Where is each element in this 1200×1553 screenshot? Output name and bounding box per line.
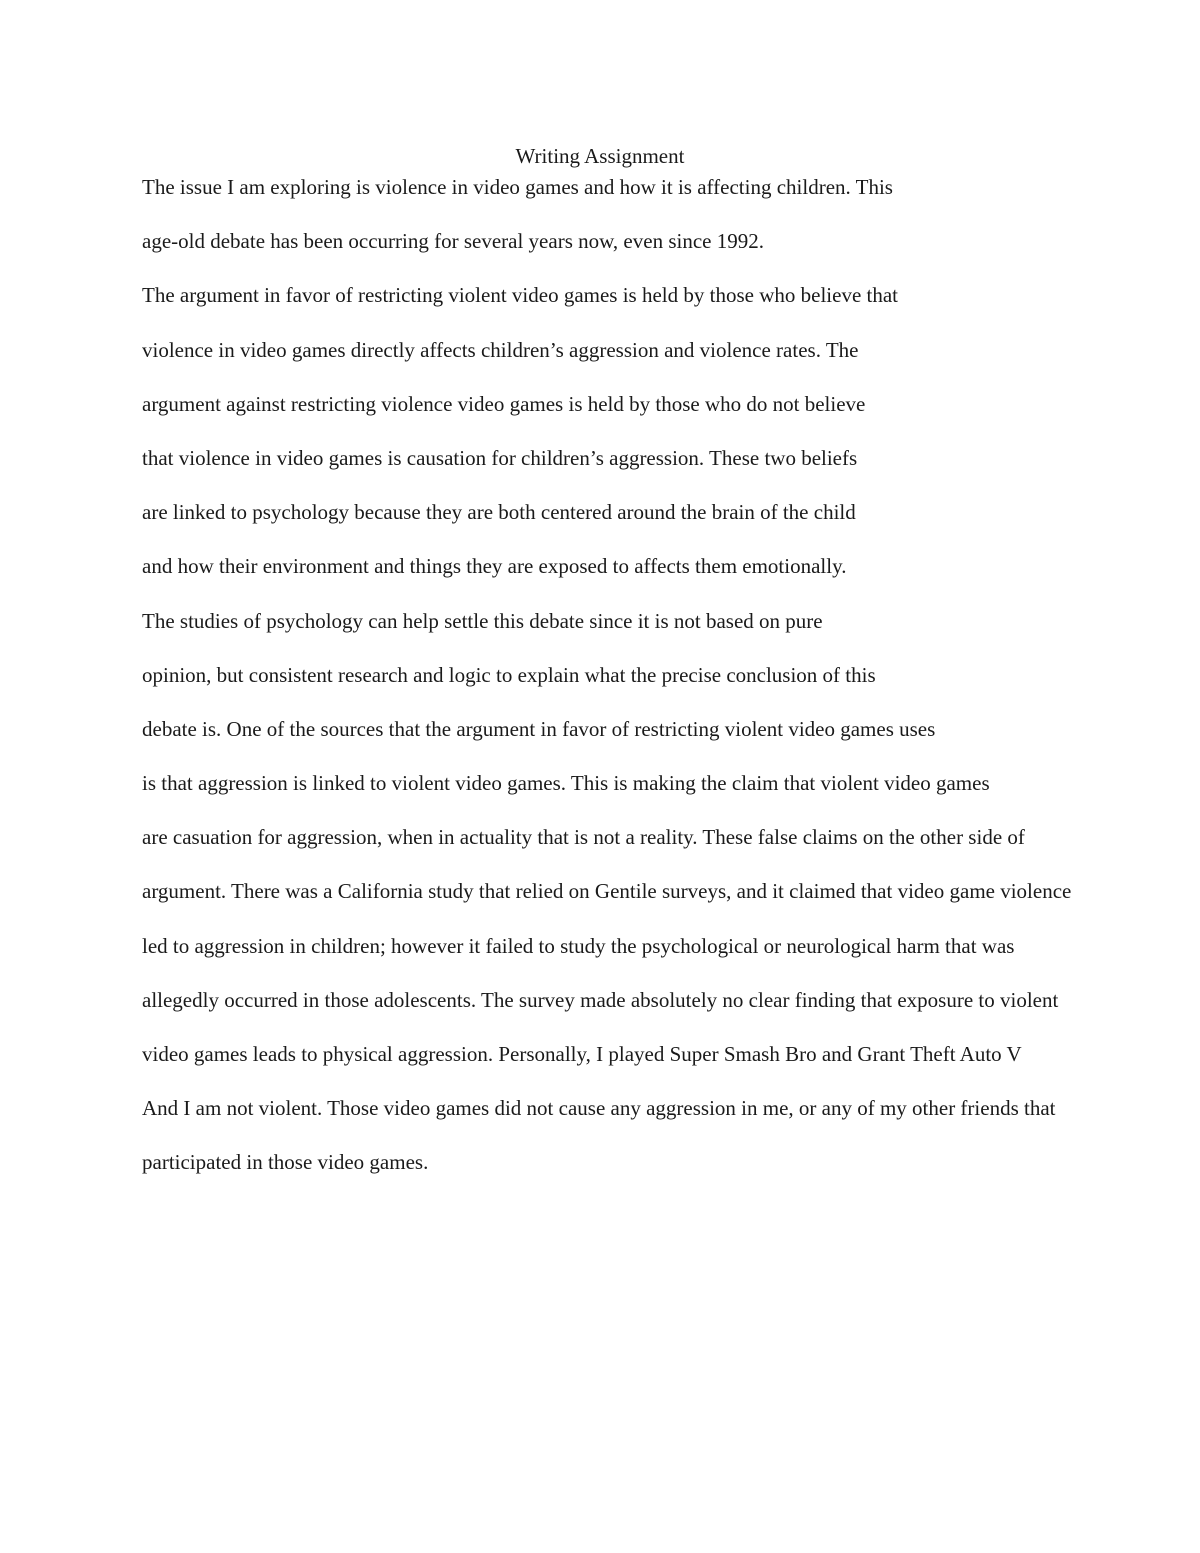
body-line: opinion, but consistent research and logic to explain what the precise conclusion of this (142, 662, 876, 687)
document-title: Writing Assignment (515, 144, 685, 168)
body-line: violence in video games directly affects children’s aggression and violence rates. The (142, 337, 859, 362)
body-line: The argument in favor of restricting violent video games is held by those who believe that (142, 283, 898, 308)
body-line: video games leads to physical aggression. Personally, I played Super Smash Bro and Grant Theft Auto V (142, 1042, 1022, 1066)
body-line: is that aggression is linked to violent video games. This is making the claim that violent video games (142, 771, 990, 796)
body-line: And I am not violent. Those video games did not cause any aggression in me, or any of my other friends that (142, 1096, 1056, 1121)
body-line: allegedly occurred in those adolescents. The survey made absolutely no clear finding that exposure to violent (142, 987, 1059, 1012)
body-line: age-old debate has been occurring for several years now, even since 1992. (142, 229, 764, 254)
body-line: that violence in video games is causation for children’s aggression. These two beliefs (142, 445, 858, 470)
body-line: The studies of psychology can help settle this debate since it is not based on pure (142, 608, 823, 633)
body-line: are linked to psychology because they are both centered around the brain of the child (142, 500, 856, 525)
body-line: debate is. One of the sources that the argument in favor of restricting violent video games uses (142, 716, 936, 741)
body-line: and how their environment and things they are exposed to affects them emotionally. (142, 554, 847, 579)
body-line: are casuation for aggression, when in actuality that is not a reality. These false claims on the other side of (142, 825, 1025, 850)
body-line: argument. There was a California study that relied on Gentile surveys, and it claimed that video game violence (142, 879, 1072, 904)
body-line: argument against restricting violence video games is held by those who do not believe (142, 391, 866, 416)
body-line: led to aggression in children; however it failed to study the psychological or neurological harm that was (142, 933, 1015, 958)
body-line: The issue I am exploring is violence in video games and how it is affecting children. This (142, 175, 893, 199)
body-line: participated in those video games. (142, 1150, 429, 1175)
document-body (142, 171, 1198, 1201)
